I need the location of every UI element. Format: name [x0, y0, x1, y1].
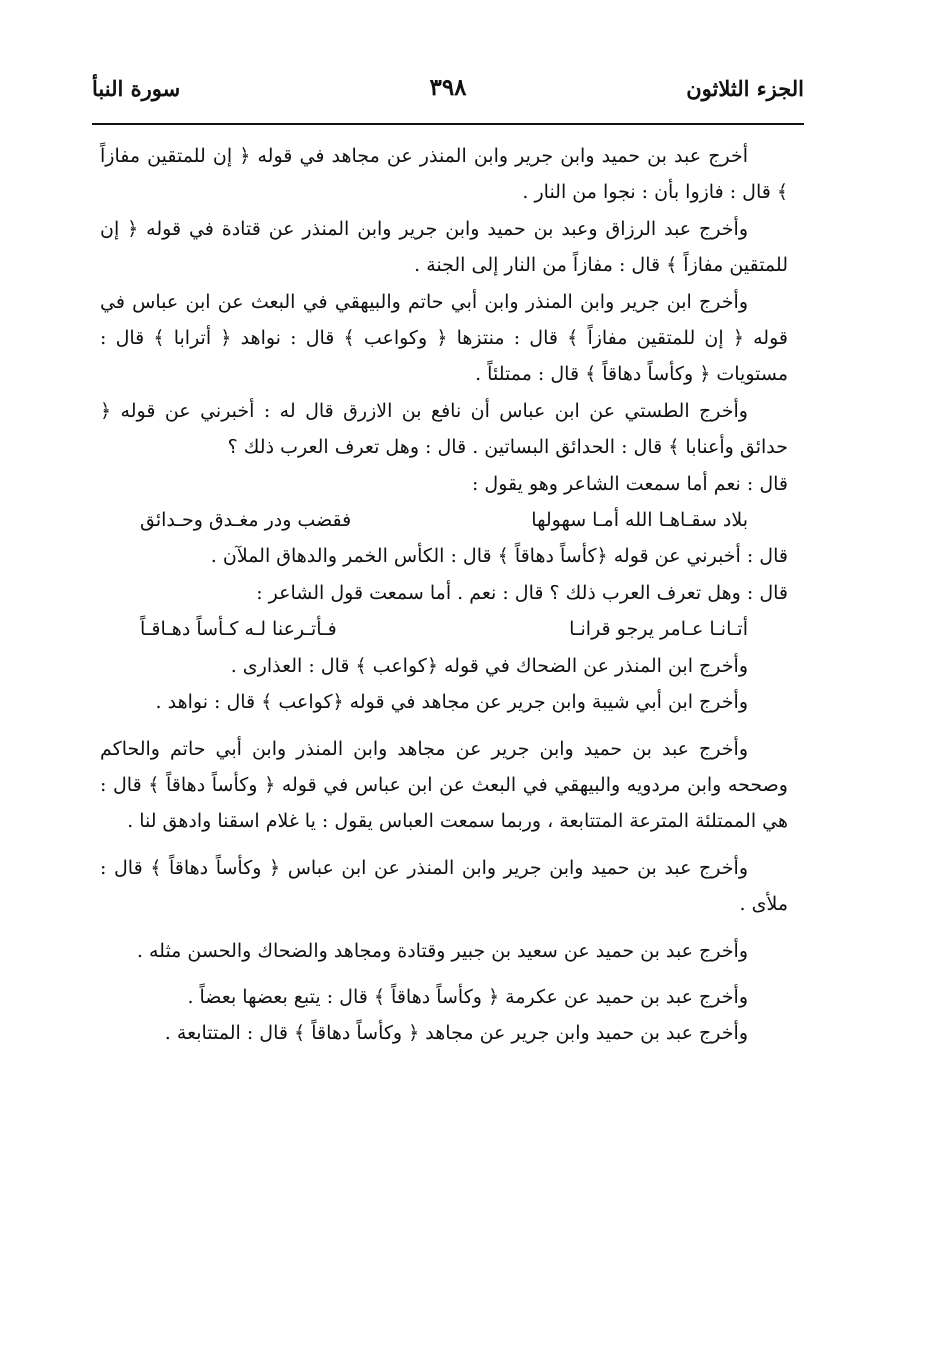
poem-first-hemistich: بلاد سقـاهـا الله أمـا سهولها: [531, 509, 748, 532]
poem-verse: [100, 502, 788, 538]
paragraph: وأخرج عبد بن حميد وابن جرير وابن المنذر عن ابن عباس ﴿ وكأساً دهاقاً ﴾ قال : ملأى .: [100, 856, 788, 916]
page-number: ٣٩٨: [429, 74, 467, 101]
poem-second-hemistich: فـأتـرعنا لـه كـأساً دهـاقـاً: [140, 618, 337, 641]
header-rule: [92, 123, 804, 125]
paragraph: وأخرج عبد بن حميد عن سعيد بن جبير وقتادة ومجاهد والضحاك والحسن مثله .: [136, 939, 748, 962]
poem-second-hemistich: فقضب ودر مغـدق وحـدائق: [140, 509, 352, 532]
paragraph: وأخرج عبد بن حميد وابن جرير عن مجاهد وابن المنذر وابن أبي حاتم والحاكم وصححه وابن مردويه والبيهقي في البعث عن ابن عباس في قوله ﴿ وكأساً دهاقاً ﴾ قال : هي الممتلئة المترعة المتتابعة ، وربما سمعت العباس يقول : يا غلام اسقنا وادهق لنا .: [100, 737, 788, 833]
part-title: الجزء الثلاثون: [686, 76, 804, 101]
paragraph: وأخرج الطستي عن ابن عباس أن نافع بن الازرق قال له : أخبرني عن قوله ﴿ حدائق وأعنابا ﴾ قال : الحدائق البساتين . قال : وهل تعرف العرب ذلك ؟: [100, 399, 788, 459]
paragraph: وأخرج ابن المنذر عن الضحاك في قوله ﴿كواعب ﴾ قال : العذارى .: [230, 654, 748, 677]
paragraph: وأخرج عبد بن حميد وابن جرير عن مجاهد ﴿ وكأساً دهاقاً ﴾ قال : المتتابعة .: [164, 1022, 748, 1045]
paragraph: وأخرج عبد الرزاق وعبد بن حميد وابن جرير وابن المنذر عن قتادة في قوله ﴿ إن للمتقين مفازاً ﴾ قال : مفازاً من النار إلى الجنة .: [100, 217, 788, 277]
paragraph: وأخرج عبد بن حميد عن عكرمة ﴿ وكأساً دهاقاً ﴾ قال : يتبع بعضها بعضاً .: [187, 985, 748, 1008]
paragraph: أخرج عبد بن حميد وابن جرير وابن المنذر عن مجاهد في قوله ﴿ إن للمتقين مفازاً ﴾ قال : فازوا بأن : نجوا من النار .: [100, 145, 788, 204]
surah-title: سورة النبأ: [92, 76, 181, 101]
paragraph: وأخرج ابن أبي شيبة وابن جرير عن مجاهد في قوله ﴿كواعب ﴾ قال : نواهد .: [155, 691, 748, 714]
page-header: [92, 70, 804, 110]
paragraph: قال : وهل تعرف العرب ذلك ؟ قال : نعم . أما سمعت قول الشاعر :: [256, 581, 788, 604]
poem-verse: [100, 611, 788, 647]
paragraph: قال : نعم أما سمعت الشاعر وهو يقول :: [471, 472, 788, 495]
paragraph: قال : أخبرني عن قوله ﴿كأساً دهاقاً ﴾ قال : الكأس الخمر والدهاق الملآن .: [210, 545, 788, 568]
page-body: [100, 138, 788, 1052]
paragraph: وأخرج ابن جرير وابن المنذر وابن أبي حاتم والبيهقي في البعث عن ابن عباس في قوله ﴿ إن للمتقين مفازاً ﴾ قال : منتزها ﴿ وكواعب ﴾ قال : نواهد ﴿ أترابا ﴾ قال : مستويات ﴿ وكأساً دهاقاً ﴾ قال : ممتلئاً .: [100, 290, 788, 386]
poem-first-hemistich: أتـانـا عـامر يرجو قرانـا: [569, 618, 748, 641]
